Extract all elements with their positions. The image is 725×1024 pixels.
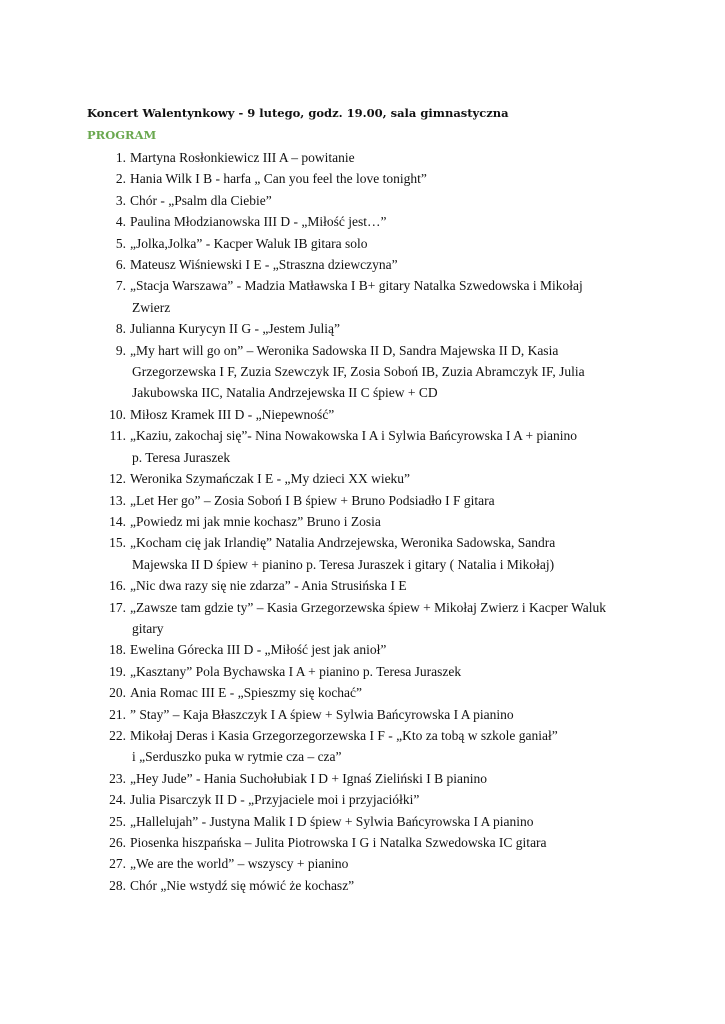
program-item-text: ” Stay” – Kaja Błaszczyk I A śpiew + Sylwia Bańcyrowska I A pianino	[130, 706, 514, 722]
program-item-text: „Stacja Warszawa” - Madzia Matławska I B+ gitary Natalka Szwedowska i Mikołaj	[130, 278, 583, 294]
program-item	[0, 404, 725, 425]
program-item-text: Mikołaj Deras i Kasia Grzegorzegorzewska I F - „Kto za tobą w szkole ganiał”	[130, 727, 558, 743]
program-item-text: Julia Pisarczyk II D - „Przyjaciele moi i przyjaciółki”	[130, 792, 420, 808]
program-item	[0, 318, 725, 339]
program-item-number: 17.	[109, 599, 126, 615]
program-item-text: Chór - „Psalm dla Ciebie”	[130, 192, 272, 208]
program-item-number: 19.	[109, 663, 126, 679]
program-item-number: 8.	[115, 321, 126, 337]
program-item	[0, 340, 725, 404]
program-item-text: Grzegorzewska I F, Zuzia Szewczyk IF, Zosia Soboń IB, Zuzia Abramczyk IF, Julia	[132, 364, 585, 380]
program-item	[0, 147, 725, 168]
program-item-number: 9.	[115, 342, 126, 358]
program-item-number: 26.	[109, 835, 126, 850]
program-item-number: 4.	[115, 214, 126, 230]
program-item	[0, 725, 725, 768]
program-item-text: Ania Romac III E - „Spieszmy się kochać”	[130, 685, 363, 701]
program-item-text: „Let Her go” – Zosia Soboń I B śpiew + Bruno Podsiadło I F gitara	[130, 492, 495, 508]
program-list	[0, 147, 725, 896]
program-item-text: „Kasztany” Pola Bychawska I A + pianino p. Teresa Juraszek	[130, 663, 462, 679]
program-item	[0, 704, 725, 725]
program-item	[0, 490, 725, 511]
program-item	[0, 168, 725, 189]
program-item-text: „Nic dwa razy się nie zdarza” - Ania Strusińska I E	[130, 578, 407, 594]
program-item-text: i „Serduszko puka w rytmie cza – cza”	[132, 749, 342, 765]
program-item-text: Martyna Rosłonkiewicz III A – powitanie	[130, 150, 355, 165]
program-item	[0, 661, 725, 682]
program-item-number: 14.	[109, 513, 126, 529]
program-item	[0, 597, 725, 640]
program-item-text: Julianna Kurycyn II G - „Jestem Julią”	[130, 321, 340, 337]
program-item	[0, 768, 725, 789]
program-item-text: Jakubowska IIC, Natalia Andrzejewska II C śpiew + CD	[132, 385, 438, 401]
program-item-number: 24.	[109, 792, 126, 808]
program-item-text: Paulina Młodzianowska III D - „Miłość jest…”	[130, 214, 387, 230]
program-item-number: 1.	[115, 150, 126, 165]
program-item-text: „Hallelujah” - Justyna Malik I D śpiew + Sylwia Bańcyrowska I A pianino	[130, 813, 534, 829]
program-item-text: Zwierz	[132, 299, 171, 315]
program-item-text: „Powiedz mi jak mnie kochasz” Bruno i Zosia	[130, 513, 381, 529]
program-item	[0, 875, 725, 896]
program-item-number: 2.	[115, 171, 126, 187]
program-item-text: „We are the world” – wszyscy + pianino	[130, 856, 349, 872]
program-item	[0, 233, 725, 254]
program-item	[0, 425, 725, 468]
program-item-number: 20.	[109, 685, 126, 701]
program-item-number: 6.	[115, 257, 126, 273]
program-heading: PROGRAM	[87, 128, 157, 142]
program-item-text: „Zawsze tam gdzie ty” – Kasia Grzegorzewska śpiew + Mikołaj Zwierz i Kacper Waluk	[130, 599, 606, 615]
program-item	[0, 832, 725, 853]
program-item-number: 10.	[109, 406, 126, 422]
program-item-text: Miłosz Kramek III D - „Niepewność”	[130, 406, 335, 422]
program-item-text: Hania Wilk I B - harfa „ Can you feel the love tonight”	[130, 171, 427, 187]
program-item-number: 5.	[115, 235, 126, 251]
program-item	[0, 811, 725, 832]
program-item-text: „Jolka,Jolka” - Kacper Waluk IB gitara solo	[130, 235, 368, 251]
program-item-number: 22.	[109, 727, 126, 743]
program-item-text: Ewelina Górecka III D - „Miłość jest jak anioł”	[130, 642, 387, 658]
program-item	[0, 254, 725, 275]
program-item	[0, 682, 725, 703]
program-item-number: 13.	[109, 492, 126, 508]
program-item-number: 16.	[109, 578, 126, 594]
program-item	[0, 211, 725, 232]
program-item-text: Mateusz Wiśniewski I E - „Straszna dziewczyna”	[130, 257, 398, 273]
program-item	[0, 639, 725, 660]
program-item	[0, 789, 725, 810]
program-item-text: „My hart will go on” – Weronika Sadowska II D, Sandra Majewska II D, Kasia	[130, 342, 559, 358]
program-item-number: 27.	[109, 856, 126, 872]
program-item	[0, 532, 725, 575]
program-item	[0, 275, 725, 318]
program-item	[0, 468, 725, 489]
program-item	[0, 575, 725, 596]
program-item	[0, 853, 725, 874]
program-item-text: Piosenka hiszpańska – Julita Piotrowska I G i Natalka Szwedowska IC gitara	[130, 835, 547, 850]
program-item-text: Majewska II D śpiew + pianino p. Teresa Juraszek i gitary ( Natalia i Mikołaj)	[132, 556, 555, 572]
program-item	[0, 190, 725, 211]
program-item-number: 11.	[109, 428, 126, 444]
program-item-number: 23.	[109, 770, 126, 786]
program-item-text: gitary	[132, 620, 164, 636]
program-item-number: 3.	[115, 192, 126, 208]
program-item-text: „Hey Jude” - Hania Suchołubiak I D + Ignaś Zieliński I B pianino	[130, 770, 488, 786]
concert-title: Koncert Walentynkowy - 9 lutego, godz. 19.00, sala gimnastyczna	[87, 106, 509, 120]
program-item-number: 18.	[109, 642, 126, 658]
program-item-number: 25.	[109, 813, 126, 829]
program-item-number: 28.	[109, 877, 126, 893]
program-item-text: p. Teresa Juraszek	[132, 449, 231, 465]
program-item-text: Chór „Nie wstydź się mówić że kochasz”	[130, 877, 355, 893]
program-item-number: 21.	[109, 706, 126, 722]
program-item	[0, 511, 725, 532]
program-item-number: 15.	[109, 535, 126, 551]
program-item-text: „Kocham cię jak Irlandię” Natalia Andrzejewska, Weronika Sadowska, Sandra	[130, 535, 556, 551]
program-item-number: 7.	[115, 278, 126, 294]
program-item-text: „Kaziu, zakochaj się”- Nina Nowakowska I A i Sylwia Bańcyrowska I A + pianino	[130, 428, 578, 444]
program-item-number: 12.	[109, 471, 126, 487]
program-item-text: Weronika Szymańczak I E - „My dzieci XX wieku”	[130, 471, 411, 487]
